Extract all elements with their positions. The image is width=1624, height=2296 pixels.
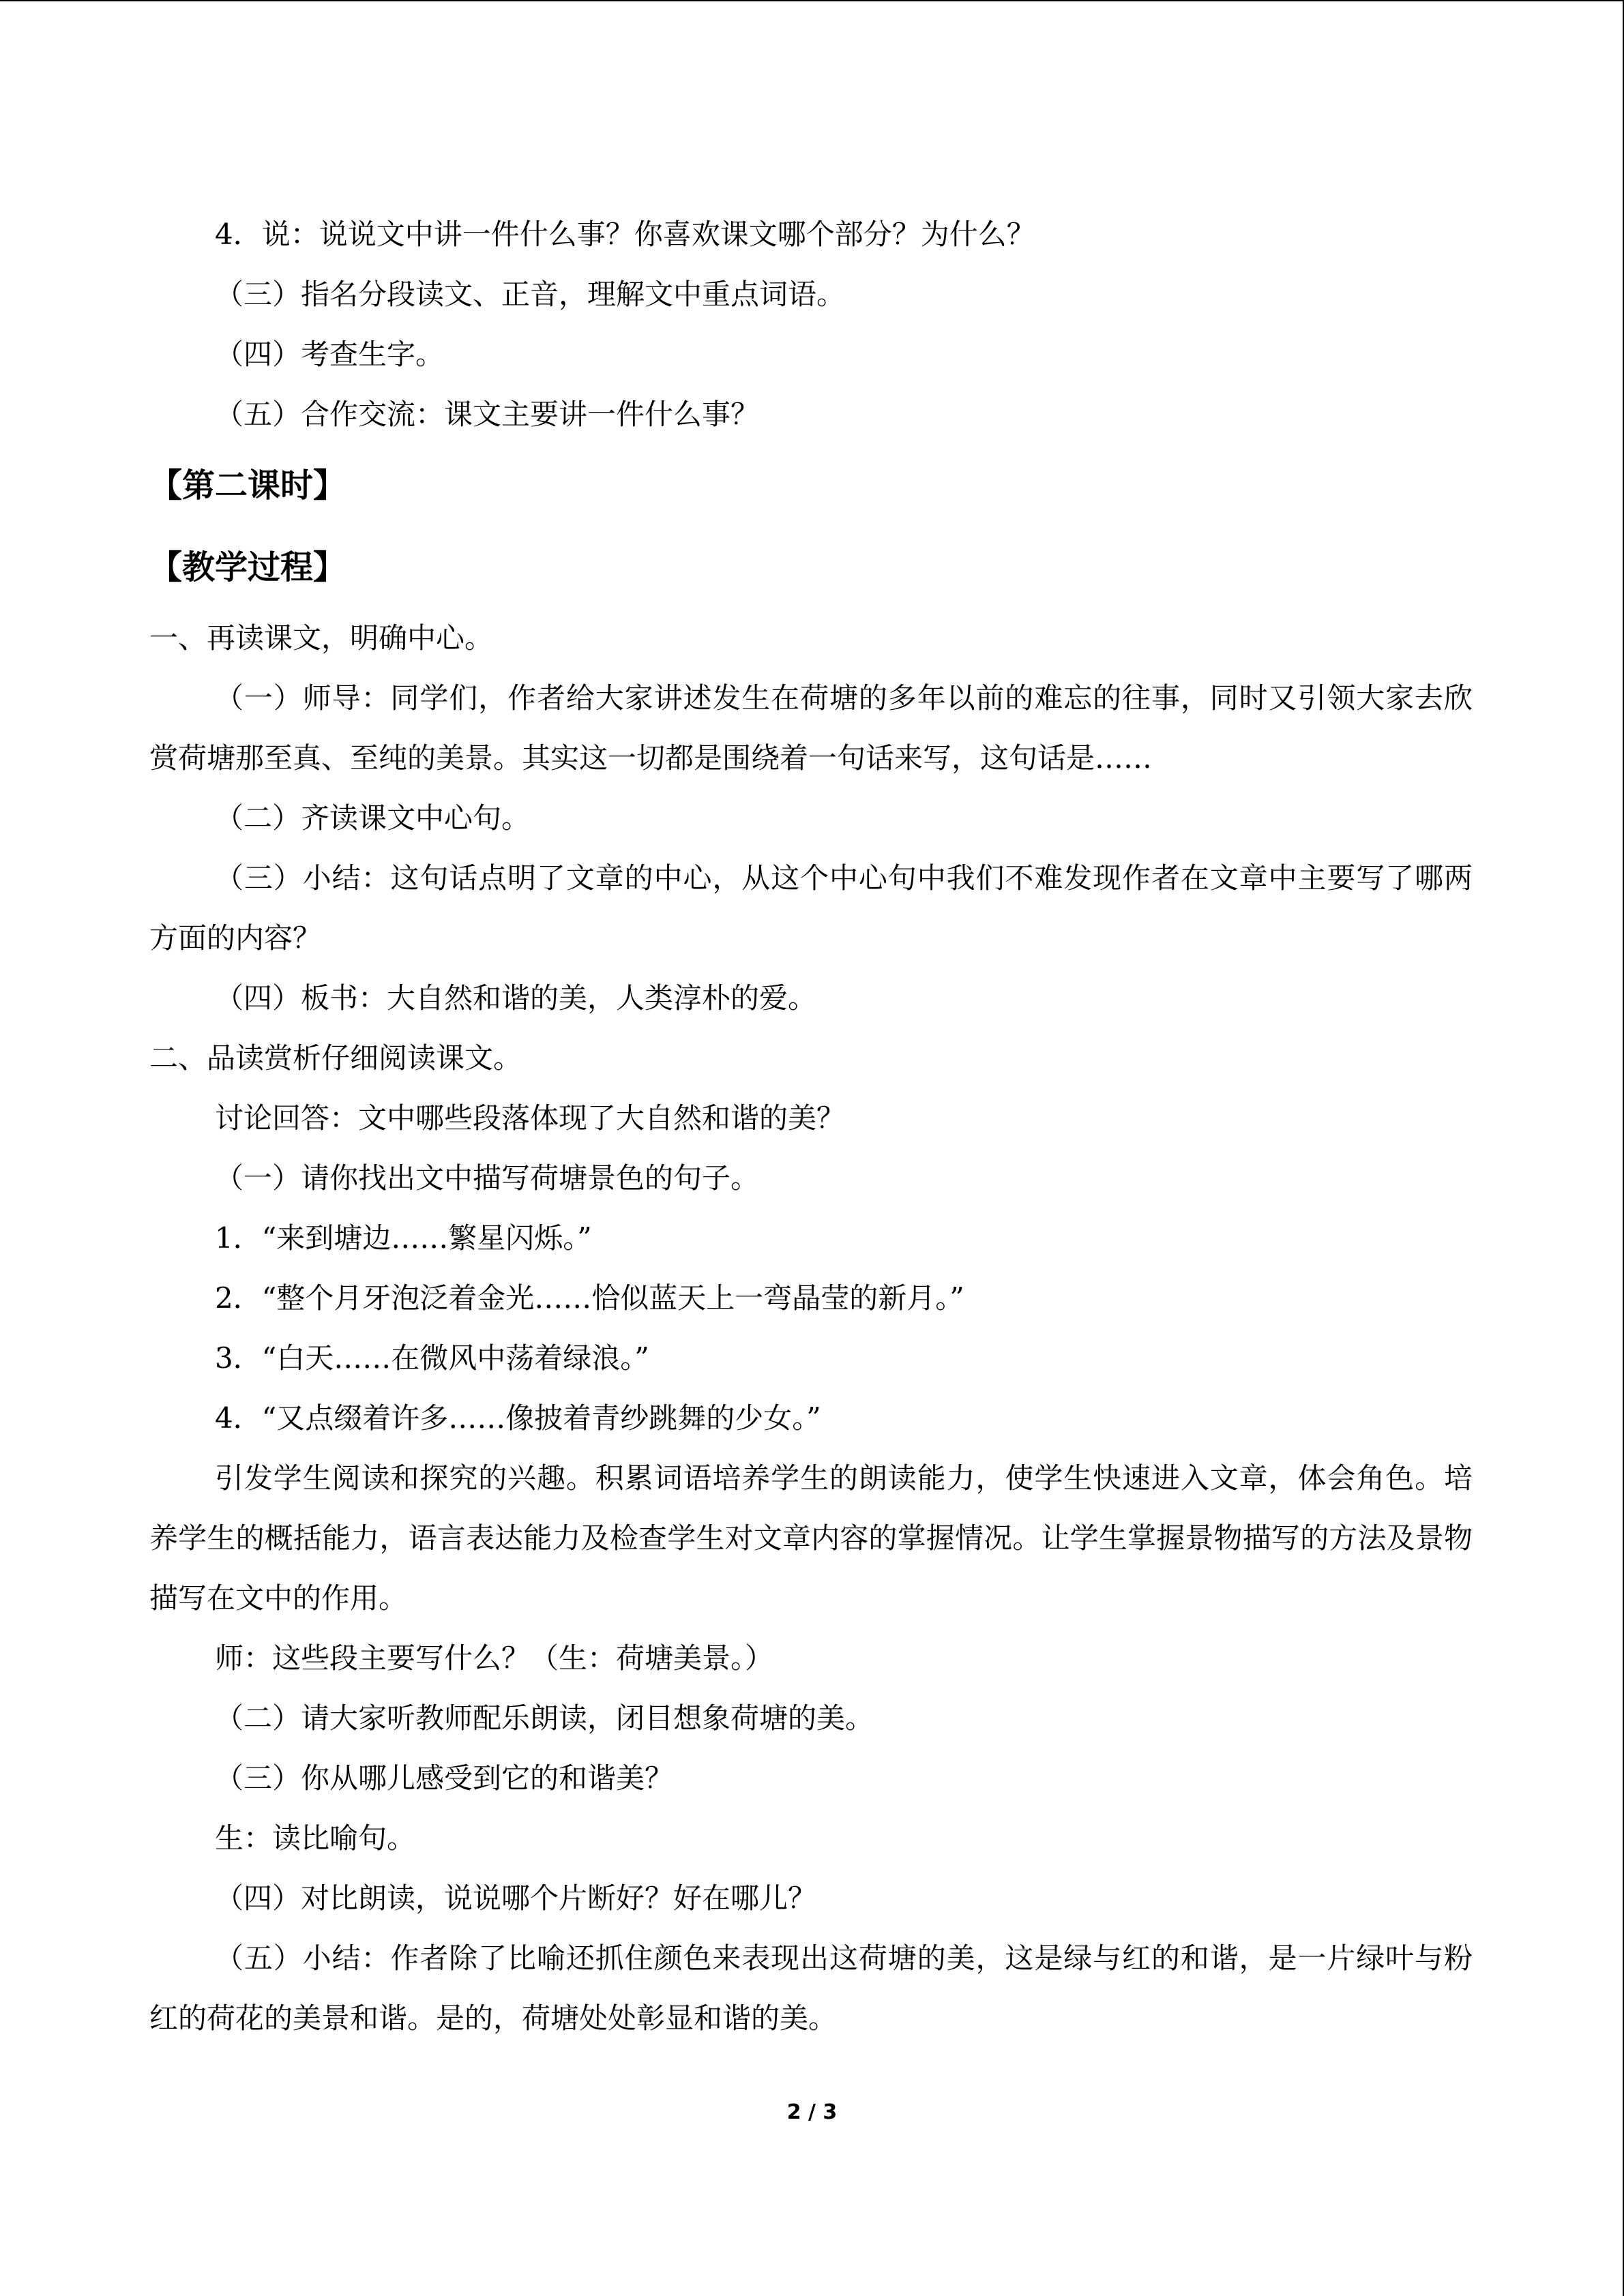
quote-item: 3．“白天……在微风中荡着绿浪。”	[215, 1341, 649, 1375]
paragraph: 师：这些段主要写什么？（生：荷塘美景。）	[215, 1641, 774, 1675]
paragraph: （一）师导：同学们，作者给大家讲述发生在荷塘的多年以前的难忘的往事，同时又引领大家去欣赏荷塘那至真、至纯的美景。其实这一切都是围绕着一句话来写，这句话是……	[149, 681, 1473, 775]
heading-lesson: 【第二课时】	[149, 466, 346, 505]
paragraph: （二）齐读课文中心句。	[215, 801, 531, 835]
paragraph: （四）板书：大自然和谐的美，人类淳朴的爱。	[215, 981, 817, 1015]
paragraph: （五）合作交流：课文主要讲一件什么事？	[215, 398, 760, 431]
paragraph: （四）考查生字。	[215, 338, 445, 371]
paragraph: （四）对比朗读，说说哪个片断好？好在哪儿？	[215, 1881, 817, 1915]
quote-item: 4．“又点缀着许多……像披着青纱跳舞的少女。”	[215, 1401, 821, 1435]
paragraph: 讨论回答：文中哪些段落体现了大自然和谐的美？	[215, 1101, 846, 1135]
heading-process: 【教学过程】	[149, 548, 346, 586]
paragraph: 生：读比喻句。	[215, 1821, 416, 1855]
paragraph: （三）你从哪儿感受到它的和谐美？	[215, 1761, 674, 1795]
paragraph: 4．说：说说文中讲一件什么事？你喜欢课文哪个部分？为什么？	[215, 218, 1035, 251]
section-title: 一、再读课文，明确中心。	[149, 621, 494, 655]
paragraph: （三）小结：这句话点明了文章的中心，从这个中心句中我们不难发现作者在文章中主要写了哪两方面的内容？	[149, 861, 1473, 955]
paragraph: （三）指名分段读文、正音，理解文中重点词语。	[215, 278, 846, 311]
quote-item: 1．“来到塘边……繁星闪烁。”	[215, 1221, 592, 1255]
page-top-border	[0, 0, 1624, 1]
quote-item: 2．“整个月牙泡泛着金光……恰似蓝天上一弯晶莹的新月。”	[215, 1281, 964, 1315]
page-number: 2 / 3	[786, 2100, 838, 2124]
document-body	[149, 205, 1473, 2048]
section-title: 二、品读赏析仔细阅读课文。	[149, 1041, 522, 1075]
paragraph: 引发学生阅读和探究的兴趣。积累词语培养学生的朗读能力，使学生快速进入文章，体会角色。培养学生的概括能力，语言表达能力及检查学生对文章内容的掌握情况。让学生掌握景物描写的方法及景物描写在文中的作用。	[149, 1461, 1473, 1615]
paragraph: （一）请你找出文中描写荷塘景色的句子。	[215, 1161, 760, 1195]
paragraph: （五）小结：作者除了比喻还抓住颜色来表现出这荷塘的美，这是绿与红的和谐，是一片绿叶与粉红的荷花的美景和谐。是的，荷塘处处彰显和谐的美。	[149, 1941, 1473, 2035]
paragraph: （二）请大家听教师配乐朗读，闭目想象荷塘的美。	[215, 1701, 874, 1735]
